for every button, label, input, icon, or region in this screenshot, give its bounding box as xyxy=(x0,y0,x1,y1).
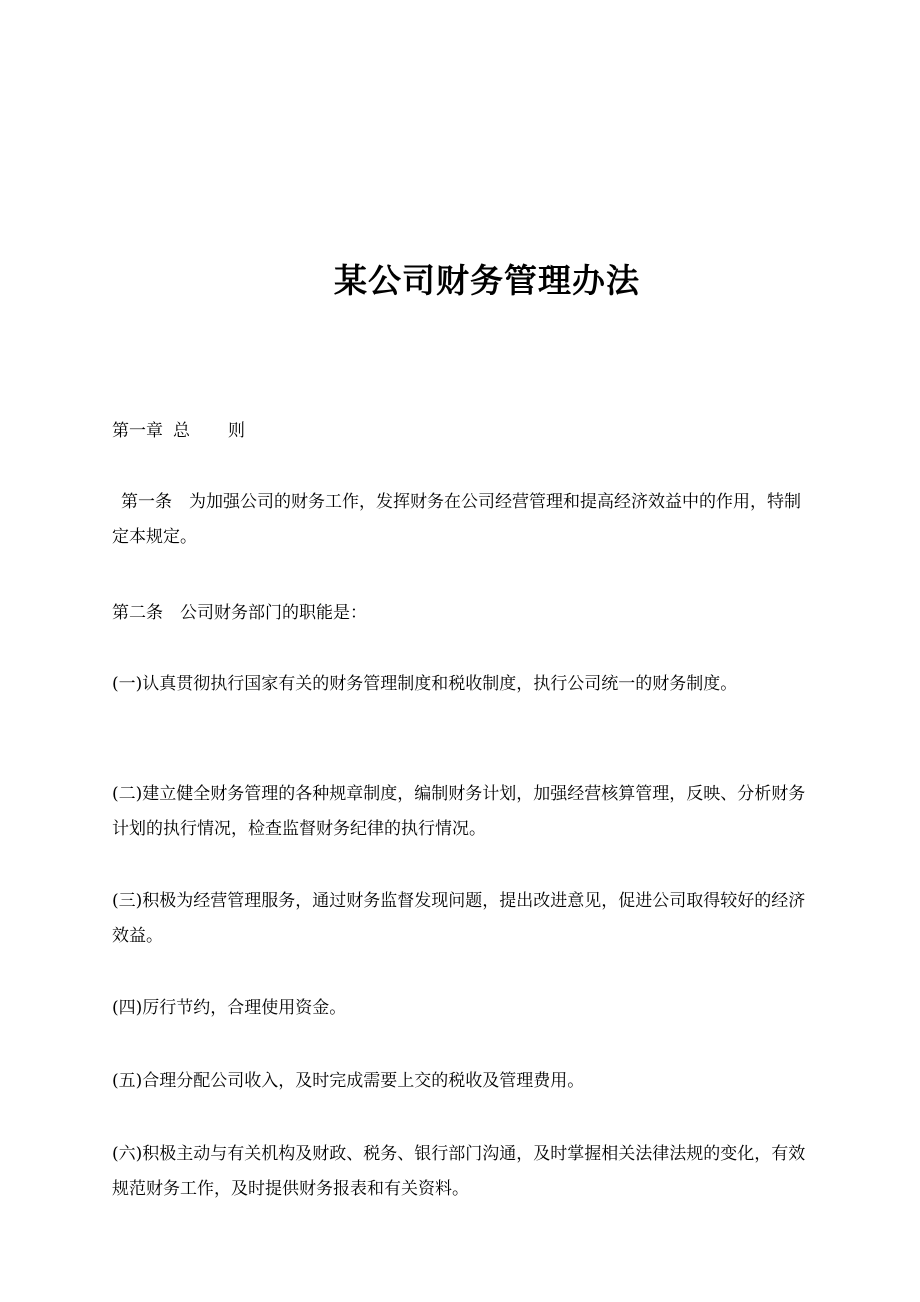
article-2-item-1: (一)认真贯彻执行国家有关的财务管理制度和税收制度，执行公司统一的财务制度。 xyxy=(112,674,738,694)
article-1 xyxy=(112,485,812,555)
article-2-item-2: (二)建立健全财务管理的各种规章制度，编制财务计划，加强经营核算管理，反映、分析财务计划的执行情况，检查监督财务纪律的执行情况。 xyxy=(112,784,806,839)
article-2-item-4: (四)厉行节约，合理使用资金。 xyxy=(112,998,347,1018)
chapter-label: 第一章 xyxy=(112,421,163,441)
chapter-word-2: 则 xyxy=(228,421,245,441)
chapter-heading xyxy=(112,414,812,449)
article-2-item-6: (六)积极主动与有关机构及财政、税务、银行部门沟通，及时掌握相关法律法规的变化，有效规范财务工作，及时提供财务报表和有关资料。 xyxy=(112,1144,806,1199)
document-title: 某公司财务管理办法 xyxy=(334,261,640,300)
article-2-text: 公司财务部门的职能是： xyxy=(180,603,367,623)
article-2 xyxy=(112,596,812,631)
article-2-label: 第二条 xyxy=(112,603,163,623)
article-2-item-5: (五)合理分配公司收入，及时完成需要上交的税收及管理费用。 xyxy=(112,1071,585,1091)
article-1-text: 为加强公司的财务工作，发挥财务在公司经营管理和提高经济效益中的作用，特制定本规定。 xyxy=(112,492,801,547)
article-1-label: 第一条 xyxy=(121,492,172,512)
article-2-item-3: (三)积极为经营管理服务，通过财务监督发现问题，提出改进意见，促进公司取得较好的经济效益。 xyxy=(112,891,806,946)
chapter-word-1: 总 xyxy=(173,421,190,441)
